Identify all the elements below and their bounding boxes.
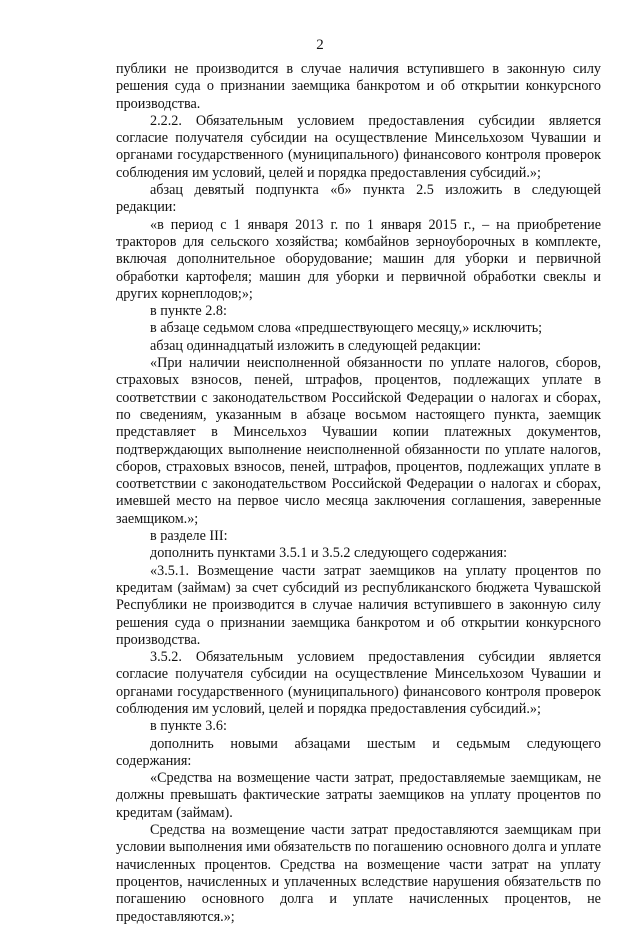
paragraph-continuation: публики не производится в случае наличия вступившего в законную силу решения суда о признании заемщика банкротом и об открытии конкурсного производства. xyxy=(116,61,601,112)
paragraph-quote-3-6-first: «Средства на возмещение части затрат, предоставляемые заемщикам, не должны превышать фактические затраты заемщиков на уплату процентов по кредитам (займам). xyxy=(116,770,601,821)
paragraph-quote-3-6-second: Средства на возмещение части затрат предоставляются заемщикам при условии выполнения ими обязательств по погашению основного долга и уплате начисленных процентов. Средства на возмещение части затрат на уплату процентов, начисленных и уплаченных вследствие нарушения обязательств по погашению основного долга и уплате начисленных процентов, не предоставляются.»; xyxy=(116,822,601,925)
paragraph-2-2-2: 2.2.2. Обязательным условием предоставления субсидии является согласие получателя субсидии на осуществление Минсельхозом Чувашии и органами государственного (муниципального) финансового контроля проверок соблюдения им условий, целей и порядка предоставления субсидий.»; xyxy=(116,112,601,181)
paragraph-quote-11th: «При наличии неисполненной обязанности по уплате налогов, сборов, страховых взносов, пеней, штрафов, процентов, подлежащих уплате в соответствии с законодательством Российской Федерации о налогах и сборах, по сведениям, указанным в абзаце восьмом настоящего пункта, заемщик представляет в Минсельхоз Чувашии копии платежных документов, подтверждающих выполнение неисполненной обязанности по уплате налогов, сборов, страховых взносов, пеней, штрафов, процентов, подлежащих уплате в соответствии с законодательством Российской Федерации о налогах и сборах, имевшей место на первое число месяца заключения соглашения, заверенные заемщиком.»; xyxy=(116,355,601,527)
paragraph-3-5-2: 3.5.2. Обязательным условием предоставления субсидии является согласие получателя субсидии на осуществление Минсельхозом Чувашии и органами государственного (муниципального) финансового контроля проверок соблюдения им условий, целей и порядка предоставления субсидий.»; xyxy=(116,649,601,717)
paragraph-instruction-7th: в абзаце седьмом слова «предшествующего месяцу,» исключить; xyxy=(150,320,543,337)
paragraph-instruction-2-5: абзац девятый подпункта «б» пункта 2.5 изложить в следующей редакции: xyxy=(116,182,601,216)
paragraph-quote-2-5: «в период с 1 января 2013 г. по 1 января 2015 г., – на приобретение тракторов для сельского хозяйства; комбайнов зерноуборочных в комплекте, включая дополнительное оборудование; машин для уборки и первичной обработки картофеля; машин для уборки и первичной обработки свеклы и других корнеплодов;»; xyxy=(116,216,601,302)
paragraph-section-3: в разделе III: xyxy=(150,528,228,545)
paragraph-instruction-3-5: дополнить пунктами 3.5.1 и 3.5.2 следующего содержания: xyxy=(150,545,508,562)
paragraph-instruction-3-6: дополнить новыми абзацами шестым и седьмым следующего содержания: xyxy=(116,735,601,769)
paragraph-point-3-6: в пункте 3.6: xyxy=(150,718,227,735)
document-body xyxy=(116,61,601,926)
paragraph-point-2-8: в пункте 2.8: xyxy=(150,303,227,320)
page-number: 2 xyxy=(316,37,324,53)
paragraph-instruction-11th: абзац одиннадцатый изложить в следующей редакции: xyxy=(150,337,482,354)
paragraph-3-5-1: «3.5.1. Возмещение части затрат заемщиков на уплату процентов по кредитам (займам) за счет субсидий из республиканского бюджета Чувашской Республики не производится в случае наличия вступившего в законную силу решения суда о признании заемщика банкротом и об открытии конкурсного производства. xyxy=(116,562,601,648)
